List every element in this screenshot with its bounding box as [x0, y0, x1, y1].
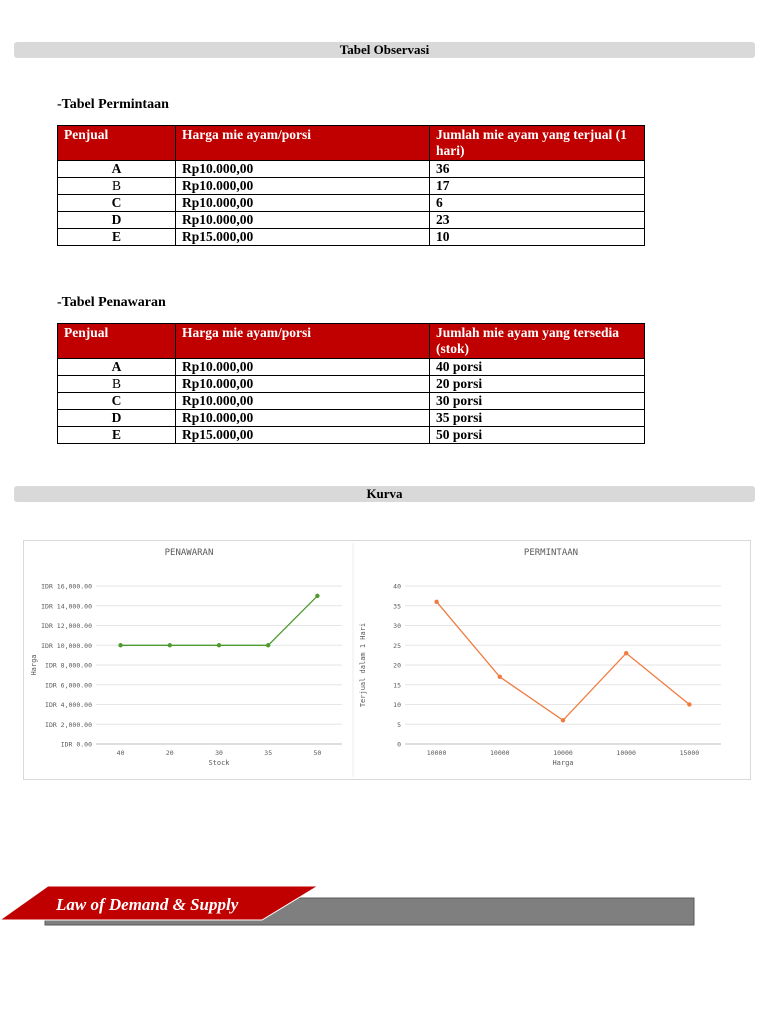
series-line: [437, 602, 690, 721]
y-tick-label: IDR 14,000.00: [41, 602, 92, 611]
x-tick-label: 40: [116, 749, 125, 757]
y-tick-label: 30: [393, 622, 401, 630]
data-point: [315, 594, 319, 598]
penawaran-table: [57, 323, 645, 444]
section-title-kurva: Kurva: [14, 486, 755, 502]
y-tick-label: 5: [397, 720, 401, 729]
permintaan-table: [57, 125, 645, 246]
x-axis-label: Stock: [208, 759, 230, 767]
table-cell: 17: [430, 178, 645, 195]
table-row: [58, 161, 645, 178]
banner-title: Law of Demand & Supply: [56, 895, 239, 914]
table-cell: Rp10.000,00: [176, 212, 430, 229]
y-tick-label: IDR 8,000.00: [45, 661, 92, 670]
column-header: Harga mie ayam/porsi: [176, 324, 430, 359]
table-row: [58, 212, 645, 229]
y-tick-label: IDR 0.00: [60, 740, 92, 749]
data-point: [217, 643, 221, 647]
table-cell: 50 porsi: [430, 427, 645, 444]
permintaan-title: -Tabel Permintaan: [57, 97, 169, 112]
table-row: [58, 410, 645, 427]
table-cell: 30 porsi: [430, 393, 645, 410]
y-axis-label: Terjual dalam 1 Hari: [359, 622, 367, 708]
y-tick-label: IDR 16,000.00: [41, 582, 92, 591]
table-cell: 36: [430, 161, 645, 178]
table-cell: E: [58, 427, 176, 444]
table-cell: 23: [430, 212, 645, 229]
y-tick-label: 35: [393, 602, 401, 611]
charts-container: [23, 540, 751, 780]
table-row: [58, 376, 645, 393]
y-tick-label: IDR 12,000.00: [41, 622, 92, 630]
x-tick-label: 30: [215, 749, 223, 757]
data-point: [266, 643, 270, 647]
table-cell: B: [58, 178, 176, 195]
table-cell: 20 porsi: [430, 376, 645, 393]
x-tick-label: 20: [165, 749, 174, 757]
y-tick-label: IDR 10,000.00: [41, 641, 92, 650]
table-row: [58, 393, 645, 410]
column-header: Penjual: [58, 324, 176, 359]
table-row: [58, 195, 645, 212]
y-tick-label: IDR 4,000.00: [45, 701, 92, 709]
table-cell: Rp10.000,00: [176, 195, 430, 212]
table-cell: E: [58, 229, 176, 246]
data-point: [434, 600, 438, 604]
table-cell: Rp15.000,00: [176, 427, 430, 444]
y-tick-label: 40: [393, 582, 401, 591]
data-point: [624, 651, 628, 655]
table-cell: D: [58, 212, 176, 229]
table-cell: 40 porsi: [430, 359, 645, 376]
table-cell: Rp10.000,00: [176, 393, 430, 410]
table-cell: Rp15.000,00: [176, 229, 430, 246]
x-tick-label: 50: [313, 749, 322, 757]
x-axis-label: Harga: [552, 759, 574, 767]
table-cell: A: [58, 161, 176, 178]
y-tick-label: 0: [397, 740, 401, 749]
table-row: [58, 178, 645, 195]
series-line: [121, 596, 318, 645]
table-cell: Rp10.000,00: [176, 410, 430, 427]
chart-title: PENAWARAN: [164, 548, 214, 558]
table-cell: 35 porsi: [430, 410, 645, 427]
data-point: [498, 675, 502, 679]
section-title-observasi: Tabel Observasi: [14, 42, 755, 58]
y-tick-label: 15: [393, 681, 401, 690]
table-cell: C: [58, 393, 176, 410]
table-cell: D: [58, 410, 176, 427]
column-header: Jumlah mie ayam yang tersedia (stok): [430, 324, 645, 359]
table-header-row: [58, 324, 645, 359]
table-row: [58, 359, 645, 376]
table-row: [58, 427, 645, 444]
line-charts: [24, 541, 750, 779]
table-cell: Rp10.000,00: [176, 359, 430, 376]
table-row: [58, 229, 645, 246]
table-cell: B: [58, 376, 176, 393]
data-point: [118, 643, 122, 647]
y-tick-label: IDR 6,000.00: [45, 681, 92, 690]
table-cell: 10: [430, 229, 645, 246]
x-tick-label: 10000: [426, 749, 447, 757]
data-point: [168, 643, 172, 647]
data-point: [687, 702, 691, 706]
x-tick-label: 10000: [616, 749, 636, 757]
y-tick-label: 25: [393, 641, 401, 650]
table-header-row: [58, 126, 645, 161]
penawaran-title: -Tabel Penawaran: [57, 295, 166, 310]
column-header: Jumlah mie ayam yang terjual (1 hari): [430, 126, 645, 161]
data-point: [561, 718, 565, 722]
y-axis-label: Harga: [30, 654, 38, 676]
y-tick-label: 20: [393, 661, 401, 670]
table-cell: 6: [430, 195, 645, 212]
y-tick-label: 10: [393, 701, 401, 709]
banner: [0, 885, 700, 930]
column-header: Harga mie ayam/porsi: [176, 126, 430, 161]
table-cell: A: [58, 359, 176, 376]
x-tick-label: 10000: [553, 749, 573, 757]
y-tick-label: IDR 2,000.00: [45, 720, 92, 729]
chart-title: PERMINTAAN: [523, 548, 579, 558]
column-header: Penjual: [58, 126, 176, 161]
table-cell: Rp10.000,00: [176, 376, 430, 393]
table-cell: C: [58, 195, 176, 212]
table-cell: Rp10.000,00: [176, 178, 430, 195]
x-tick-label: 10000: [490, 749, 510, 757]
x-tick-label: 35: [264, 749, 273, 757]
table-cell: Rp10.000,00: [176, 161, 430, 178]
x-tick-label: 15000: [679, 749, 700, 757]
